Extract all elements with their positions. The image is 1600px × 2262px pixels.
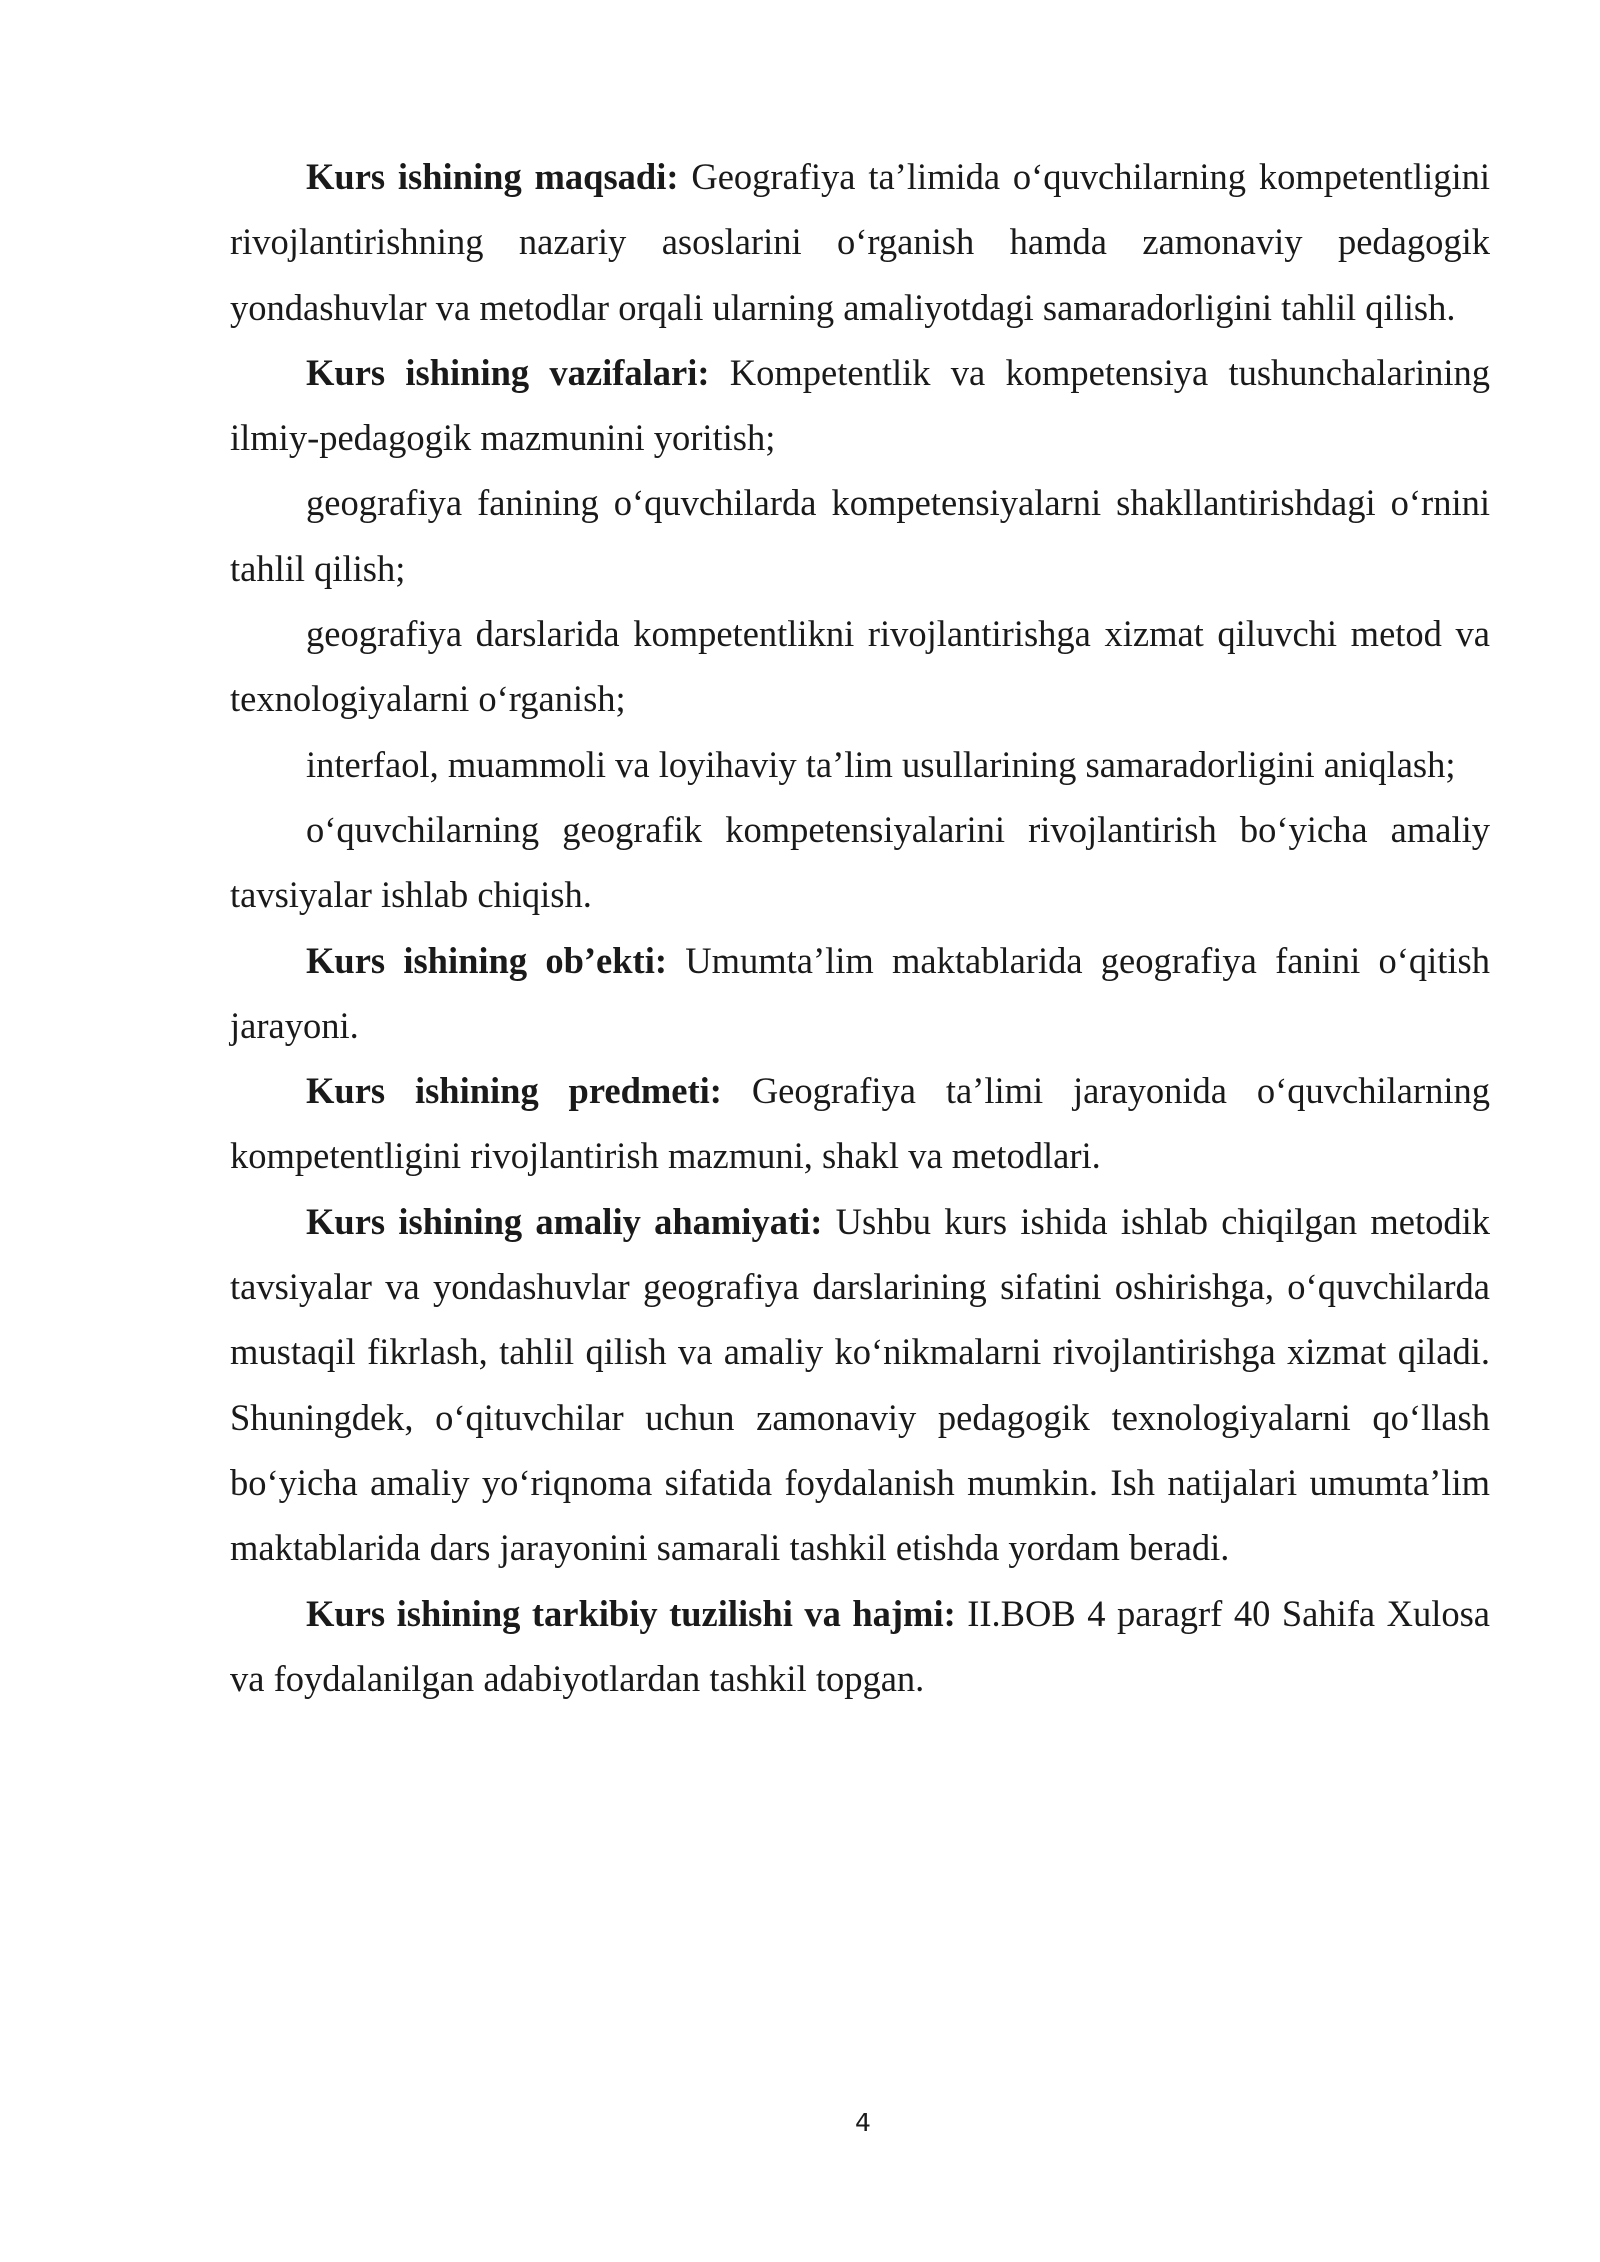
paragraph-tarkibiy-tuzilishi [230,1581,1490,1712]
paragraph-label: Kurs ishining vazifalari: [306,351,710,393]
paragraph-text: Geografiya ta’limi jarayonida o‘quvchilarning kompetentligini rivojlantirish mazmuni, shakl va metodlari. [230,1070,1490,1177]
paragraph-label: Kurs ishining predmeti: [306,1070,722,1112]
page-number: 4 [855,2108,871,2137]
paragraph-text: geografiya darslarida kompetentlikni rivojlantirishga xizmat qiluvchi metod va texnologiyalarni o‘rganish; [230,613,1490,720]
paragraph-text: Kompetentlik va kompetensiya tushunchalarining ilmiy-pedagogik mazmunini yoritish; [230,351,1490,459]
paragraph-vazifalari [230,340,1490,471]
task-item [230,470,1490,601]
paragraph-label: Kurs ishining ob’ekti: [306,939,667,981]
paragraph-label: Kurs ishining tarkibiy tuzilishi va hajmi: [306,1592,956,1634]
task-item [230,601,1490,732]
paragraph-maqsadi [230,144,1490,340]
paragraph-label: Kurs ishining amaliy ahamiyati: [306,1200,823,1242]
document-body [230,144,1490,1711]
paragraph-amaliy-ahamiyati [230,1189,1490,1581]
paragraph-text: o‘quvchilarning geografik kompetensiyalarini rivojlantirish bo‘yicha amaliy tavsiyalar ishlab chiqish. [230,808,1490,916]
paragraph-text: Umumta’lim maktablarida geografiya fanini o‘qitish jarayoni. [230,939,1490,1046]
paragraph-label: Kurs ishining maqsadi: [306,156,679,197]
paragraph-text: interfaol, muammoli va loyihaviy ta’lim usullarining samaradorligini aniqlash; [306,743,1456,785]
paragraph-text: II.BOB 4 paragrf 40 Sahifa Xulosa va foydalanilgan adabiyotlardan tashkil topgan. [230,1592,1490,1699]
paragraph-obekti [230,928,1490,1059]
paragraph-text: geografiya fanining o‘quvchilarda kompetensiyalarni shakllantirishdagi o‘rnini tahlil qilish; [230,482,1490,589]
paragraph-text: Ushbu kurs ishida ishlab chiqilgan metodik tavsiyalar va yondashuvlar geografiya darslarining sifatini oshirishga, o‘quvchilarda mustaqil fikrlash, tahlil qilish va amaliy ko‘nikmalarni rivojlantirishga xizmat qiladi. Shuningdek, o‘qituvchilar uchun zamonaviy pedagogik texnologiyalarni qo‘llash bo‘yicha amaliy yo‘riqnoma sifatida foydalanish mumkin. Ish natijalari umumta’lim maktablarida dars jarayonini samarali tashkil etishda yordam beradi. [230,1200,1490,1569]
paragraph-text: Geografiya ta’limida o‘quvchilarning kompetentligini rivojlantirishning nazariy asoslarini o‘rganish hamda zamonaviy pedagogik yondashuvlar va metodlar orqali ularning amaliyotdagi samaradorligini tahlil qilish. [230,156,1490,328]
task-item [230,797,1490,928]
paragraph-predmeti [230,1058,1490,1189]
task-item [230,732,1490,797]
